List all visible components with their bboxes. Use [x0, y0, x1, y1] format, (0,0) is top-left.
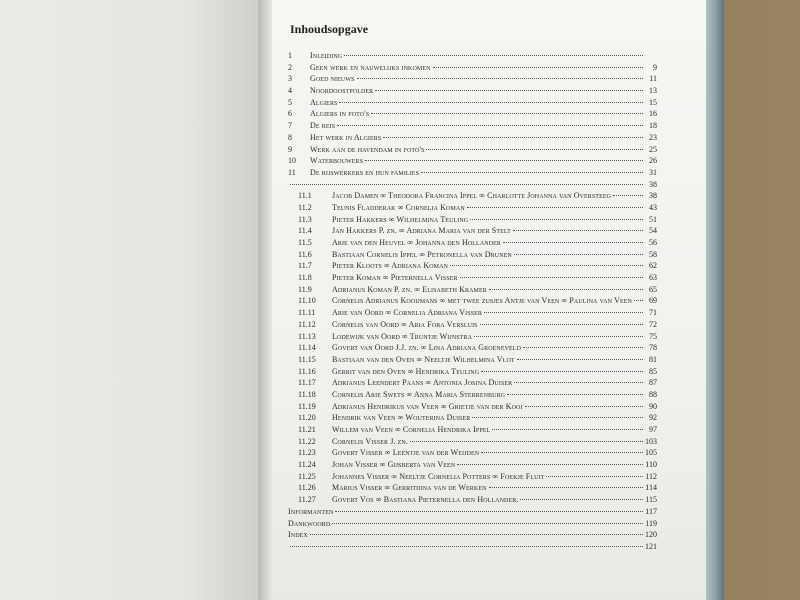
toc-entry-page: 63 [649, 273, 657, 283]
dot-leader [492, 429, 643, 430]
toc-entry [288, 331, 657, 343]
toc-entry-page: 54 [649, 226, 657, 236]
toc-entry-page: 121 [645, 541, 657, 551]
toc-entry-label: Govert Vos ∞ Bastiana Pieternella den Hollander. [332, 495, 519, 505]
toc-entry [288, 214, 657, 226]
toc-entry-page: 110 [645, 460, 657, 470]
toc-entry-number: 11.20 [298, 413, 316, 423]
toc-entry-number: 11.5 [298, 238, 312, 247]
toc-entry [288, 120, 657, 132]
dot-leader [290, 184, 643, 185]
toc-entry-label: Werk aan de havendam in foto's [310, 144, 425, 154]
toc-entry-label: Willem van Veen ∞ Cornelia Hendrika Ippel [332, 425, 491, 434]
toc-entry-label: Noordoostpolder [310, 86, 374, 96]
toc-entry [288, 412, 657, 424]
toc-entry-label: Govert van Oord J.J. zn. ∞ Lina Adriana Groeneveld [332, 343, 522, 353]
toc-entry-page: 9 [653, 62, 657, 72]
toc-entry [288, 389, 657, 401]
dot-leader [507, 394, 643, 395]
dot-leader [474, 336, 643, 337]
toc-entry-page: 11 [649, 74, 657, 84]
toc-entry-page: 31 [649, 167, 657, 177]
toc-entry-page: 38 [649, 179, 657, 189]
toc-entry-label: Geen werk en nauwelijks inkomen [310, 62, 431, 72]
toc-entry [288, 424, 657, 436]
toc-entry-page: 56 [649, 238, 657, 247]
dot-leader [523, 347, 643, 348]
dot-leader [365, 160, 643, 161]
toc-entry [288, 167, 657, 179]
toc-entry-number: 11.17 [298, 378, 316, 388]
dot-leader [514, 382, 643, 383]
toc-entry-number: 11.8 [298, 273, 312, 283]
toc-entry [288, 132, 657, 144]
toc-entry-label: Bastiaan Cornelis Ippel ∞ Petronella van Drunen [332, 249, 512, 259]
toc-entry [288, 366, 657, 378]
dot-leader [310, 534, 643, 535]
toc-entry-number: 6 [288, 109, 292, 119]
toc-entry [288, 62, 657, 74]
toc-entry-page: 120 [645, 530, 657, 540]
toc-entry-label: Teunis Fladderak ∞ Cornelia Koman [332, 202, 465, 212]
toc-entry-number: 11.14 [298, 343, 316, 353]
toc-entry-number: 11.15 [298, 354, 316, 364]
toc-entry-label: Marius Visser ∞ Gerritdina van de Werken [332, 483, 487, 493]
toc-entry-number: 11.27 [298, 495, 316, 505]
toc-entry [288, 295, 657, 307]
toc-entry-page: 23 [649, 132, 657, 142]
toc-entry-label: Jan Hakkers P. zn. ∞ Adriana Maria van der Stelt [332, 226, 511, 236]
dot-leader [503, 242, 643, 243]
toc-entry [288, 377, 657, 389]
dot-leader [383, 137, 643, 138]
toc-entry-label: De rijswerkers en hun families [310, 167, 420, 177]
toc-entry-label: Hendrik van Veen ∞ Wouterina Duiser [332, 413, 471, 423]
toc-entry-page: 78 [649, 343, 657, 353]
left-page [0, 0, 262, 600]
dot-leader [480, 324, 643, 325]
toc-entry-label: Pieter Hakkers ∞ Wilhelmina Teuling [332, 214, 469, 224]
toc-entry-number: 11.16 [298, 366, 316, 376]
toc-entry-label: Goed nieuws [310, 74, 355, 84]
toc-entry-number: 4 [288, 86, 292, 96]
toc-entry [288, 342, 657, 354]
toc-entry-page: 71 [649, 308, 657, 318]
toc-entry-page: 103 [645, 436, 657, 446]
toc-entry-label: Pieter Kloots ∞ Adriana Koman [332, 261, 448, 271]
dot-leader [460, 277, 643, 278]
toc-entry-label: Arie van Oord ∞ Cornelia Adriana Visser [332, 308, 483, 318]
toc-entry-label: Pieter Koman ∞ Pieternella Visser [332, 273, 458, 283]
toc-entry-page: 38 [649, 191, 657, 201]
toc-entry-number: 10 [288, 156, 296, 166]
toc-entry [288, 237, 657, 249]
toc-entry-number: 11.13 [298, 331, 316, 341]
toc-entry-number: 11.4 [298, 226, 312, 236]
dot-leader [371, 113, 643, 114]
toc-entry-number: 11.6 [298, 249, 312, 259]
toc-entry-number: 11.21 [298, 425, 316, 434]
toc-entry-label: Johan Visser ∞ Gijsberta van Veen [332, 460, 456, 470]
toc-entry [288, 319, 657, 331]
toc-entry-number: 5 [288, 97, 292, 107]
dot-leader [613, 195, 643, 196]
toc-entry-page: 69 [649, 296, 657, 306]
toc-entry-number: 11.9 [298, 284, 312, 294]
toc-entry-label: Algiers in foto's [310, 109, 370, 119]
toc-entry-label: Bastiaan van den Oven ∞ Neeltje Wilhelmina Vlot [332, 354, 515, 364]
toc-entry [288, 401, 657, 413]
dot-leader [472, 417, 643, 418]
dot-leader [489, 289, 643, 290]
toc-entry-number: 8 [288, 132, 292, 142]
toc-entry [288, 436, 657, 448]
toc-entry [288, 202, 657, 214]
dot-leader [457, 464, 643, 465]
toc-entry-page: 26 [649, 156, 657, 166]
toc-entry-number: 11.25 [298, 471, 316, 481]
dot-leader [467, 207, 643, 208]
toc-entry [288, 518, 657, 530]
toc-entry [288, 179, 657, 191]
toc-entry-page: 112 [645, 471, 657, 481]
toc-entry-number: 11.26 [298, 483, 316, 493]
toc-entry [288, 471, 657, 483]
toc-entry-label: Waterbouwers [310, 156, 364, 166]
toc-entry [288, 447, 657, 459]
toc-entry-label: Index [288, 530, 308, 540]
toc-entry-page: 81 [649, 354, 657, 364]
toc-entry [288, 50, 657, 62]
toc-title: Inhoudsopgave [290, 22, 369, 36]
toc-entry-page: 13 [649, 86, 657, 96]
toc-entry [288, 541, 657, 553]
toc-entry-number: 11.24 [298, 460, 316, 470]
toc-entry-number: 11.22 [298, 436, 316, 446]
dot-leader [484, 312, 643, 313]
toc-entry-label: Gerrit van den Oven ∞ Hendrika Teuling [332, 366, 480, 376]
toc-entry-label: Cornelis Adrianus Kooijmans ∞ met twee zusjes Antje van Veen ∞ Paulina van Veen [332, 296, 632, 306]
toc-entry [288, 506, 657, 518]
dot-leader [421, 172, 643, 173]
toc-entry-number: 11.7 [298, 261, 312, 271]
toc-entry [288, 482, 657, 494]
table-of-contents [288, 50, 657, 553]
toc-entry-label: Govert Visser ∞ Leentje van der Weijden [332, 448, 480, 458]
toc-entry-page: 117 [645, 506, 657, 516]
toc-entry [288, 190, 657, 202]
toc-entry [288, 155, 657, 167]
toc-entry-label: Het werk in Algiers [310, 132, 382, 142]
toc-entry-page: 18 [649, 121, 657, 131]
toc-entry-page: 119 [645, 518, 657, 528]
book-gutter [258, 0, 272, 600]
toc-entry-page: 25 [649, 144, 657, 154]
toc-entry-number: 9 [288, 144, 292, 154]
toc-entry-label: Lodewijk van Oord ∞ Truntje Wijnstra [332, 331, 473, 341]
toc-entry-label: Cornelis Arie Swets ∞ Anna Maria Sterrenburg [332, 389, 506, 399]
toc-entry-label: Jacob Damen ∞ Theodora Francina Ippel ∞ Charlotte Johanna van Oversteeg [332, 191, 612, 201]
toc-entry-label: Algiers [310, 97, 338, 107]
dot-leader [335, 511, 643, 512]
toc-entry [288, 225, 657, 237]
toc-entry [288, 97, 657, 109]
toc-entry-number: 11.23 [298, 448, 316, 458]
toc-entry-page: 58 [649, 249, 657, 259]
toc-entry-page: 85 [649, 366, 657, 376]
dot-leader [470, 219, 643, 220]
dot-leader [410, 441, 643, 442]
toc-entry-page: 51 [649, 214, 657, 224]
toc-entry-page: 90 [649, 401, 657, 411]
dot-leader [450, 265, 643, 266]
toc-entry [288, 272, 657, 284]
toc-entry-page: 97 [649, 425, 657, 434]
toc-entry-number: 11 [288, 167, 296, 177]
toc-entry-number: 11.3 [298, 214, 312, 224]
dot-leader [525, 406, 643, 407]
toc-entry-label: Inleiding [310, 51, 343, 60]
toc-entry [288, 108, 657, 120]
toc-entry-number: 11.10 [298, 296, 316, 306]
toc-entry-label: Dankwoord [288, 518, 331, 528]
dot-leader [332, 523, 643, 524]
dot-leader [489, 487, 643, 488]
toc-entry-number: 2 [288, 62, 292, 72]
toc-entry-page: 105 [645, 448, 657, 458]
toc-entry-page: 65 [649, 284, 657, 294]
toc-entry-page: 43 [649, 202, 657, 212]
toc-entry-page: 115 [645, 495, 657, 505]
toc-entry-label: Adrianus Hendrikus van Veen ∞ Grietje van der Kooi [332, 401, 523, 411]
toc-entry [288, 73, 657, 85]
toc-entry-number: 11.19 [298, 401, 316, 411]
toc-entry-page: 88 [649, 389, 657, 399]
toc-entry [288, 494, 657, 506]
toc-entry [288, 307, 657, 319]
dot-leader [375, 90, 643, 91]
toc-entry-label: Cornelis van Oord ∞ Aria Fora Versluis [332, 319, 478, 329]
toc-entry-label: Adrianus Koman P. zn. ∞ Elisabeth Kramer [332, 284, 487, 294]
toc-entry-number: 7 [288, 121, 292, 131]
dot-leader [481, 371, 643, 372]
dot-leader [339, 102, 643, 103]
dot-leader [634, 300, 643, 301]
toc-entry-label: Cornelis Visser J. zn. [332, 436, 408, 446]
toc-entry-page: 62 [649, 261, 657, 271]
toc-entry [288, 144, 657, 156]
dot-leader [517, 359, 643, 360]
toc-entry-label: Adrianus Leendert Paans ∞ Antonia Josina Duiser [332, 378, 513, 388]
toc-entry-number: 11.1 [298, 191, 312, 201]
toc-entry-label: Informanten [288, 506, 334, 516]
dot-leader [426, 149, 643, 150]
toc-entry-page: 92 [649, 413, 657, 423]
toc-entry-label: Arie van den Heuvel ∞ Johanna den Hollander [332, 238, 501, 247]
toc-entry-number: 11.18 [298, 389, 316, 399]
toc-entry-page: 15 [649, 97, 657, 107]
toc-entry [288, 85, 657, 97]
dot-leader [357, 78, 643, 79]
toc-entry-label: Johannes Visser ∞ Neeltje Cornelia Potters ∞ Foekje Fluit [332, 471, 545, 481]
toc-entry [288, 529, 657, 541]
dot-leader [337, 125, 643, 126]
toc-entry-page: 72 [649, 319, 657, 329]
toc-entry [288, 354, 657, 366]
toc-entry [288, 260, 657, 272]
toc-entry-page: 114 [645, 483, 657, 493]
toc-entry-number: 1 [288, 51, 292, 60]
toc-entry [288, 249, 657, 261]
toc-entry [288, 459, 657, 471]
toc-entry [288, 284, 657, 296]
dot-leader [290, 546, 643, 547]
toc-entry-number: 11.12 [298, 319, 316, 329]
toc-entry-label: De reis [310, 121, 336, 131]
toc-entry-number: 11.2 [298, 202, 312, 212]
dot-leader [433, 67, 643, 68]
dot-leader [546, 476, 643, 477]
toc-entry-page: 75 [649, 331, 657, 341]
toc-entry-number: 3 [288, 74, 292, 84]
dot-leader [514, 254, 643, 255]
dot-leader [520, 499, 643, 500]
toc-entry-number: 11.11 [298, 308, 316, 318]
dot-leader [344, 55, 643, 56]
toc-entry-page: 16 [649, 109, 657, 119]
dot-leader [513, 230, 643, 231]
toc-entry-page: 87 [649, 378, 657, 388]
dot-leader [481, 452, 643, 453]
